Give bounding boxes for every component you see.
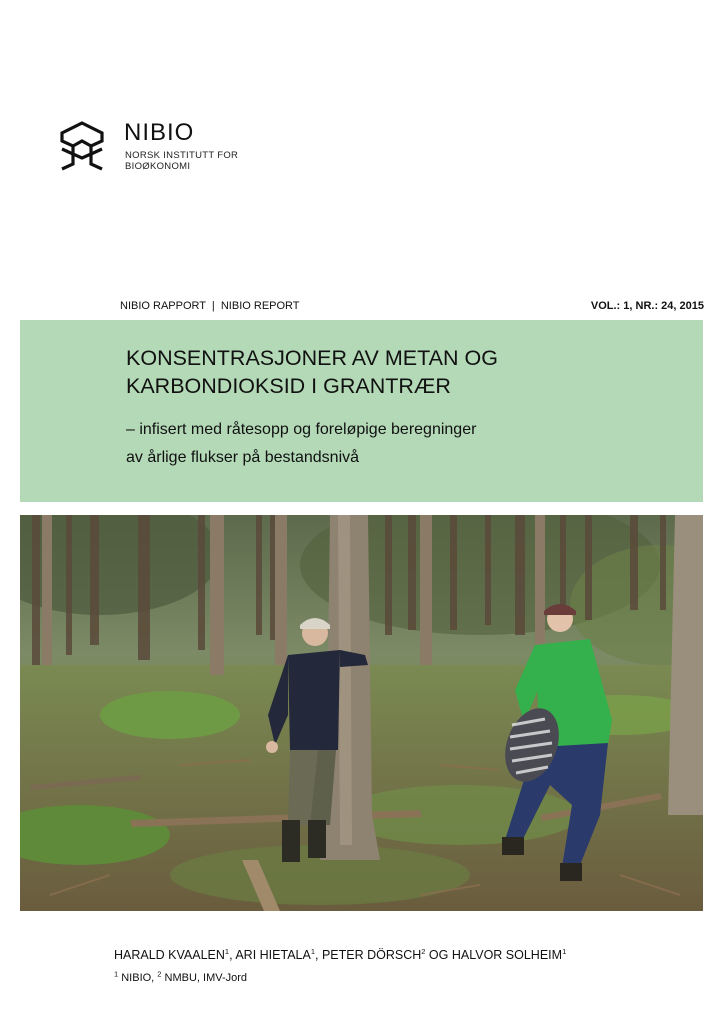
author-name: OG HALVOR SOLHEIM [425, 948, 563, 962]
title-box [20, 320, 703, 502]
author-affiliation-mark: 1 [562, 946, 567, 956]
author-affiliation-mark: 2 [421, 946, 426, 956]
affiliation-text: NMBU, IMV-Jord [161, 972, 248, 984]
report-title [126, 344, 666, 400]
cover-photo [20, 515, 703, 911]
affiliation-text: NIBIO, [118, 972, 158, 984]
logo-name: NIBIO [124, 119, 195, 146]
report-title-line1: KONSENTRASJONER AV METAN OG [126, 346, 498, 370]
logo-subtitle-line1: NORSK INSTITUTT FOR [125, 150, 239, 161]
volume-number: VOL.: 1, NR.: 24, 2015 [590, 300, 704, 312]
authors [114, 948, 566, 962]
report-subtitle-line2: av årlige flukser på bestandsnivå [126, 449, 360, 466]
affiliation-mark: 1 [114, 969, 119, 979]
nibio-logo-icon [58, 120, 106, 172]
author-affiliation-mark: 1 [224, 946, 230, 956]
series-label: NIBIO RAPPORT | NIBIO REPORT [120, 300, 300, 312]
report-subtitle [126, 416, 666, 472]
nibio-logo [58, 120, 258, 180]
forest-photo-icon [20, 515, 703, 911]
report-subtitle-line1: – infisert med råtesopp og foreløpige beregninger [126, 421, 477, 438]
author-name: , PETER DÖRSCH [315, 948, 422, 962]
series-line [120, 300, 704, 314]
author-name: HARALD KVAALEN [114, 948, 225, 962]
affiliations [114, 969, 248, 984]
logo-subtitle [125, 150, 238, 172]
report-title-line2: KARBONDIOKSID I GRANTRÆR [126, 374, 451, 398]
author-name: , ARI HIETALA [229, 948, 311, 962]
logo-subtitle-line2: BIOØKONOMI [125, 161, 191, 172]
author-affiliation-mark: 1 [310, 946, 316, 956]
affiliation-mark: 2 [157, 969, 162, 979]
